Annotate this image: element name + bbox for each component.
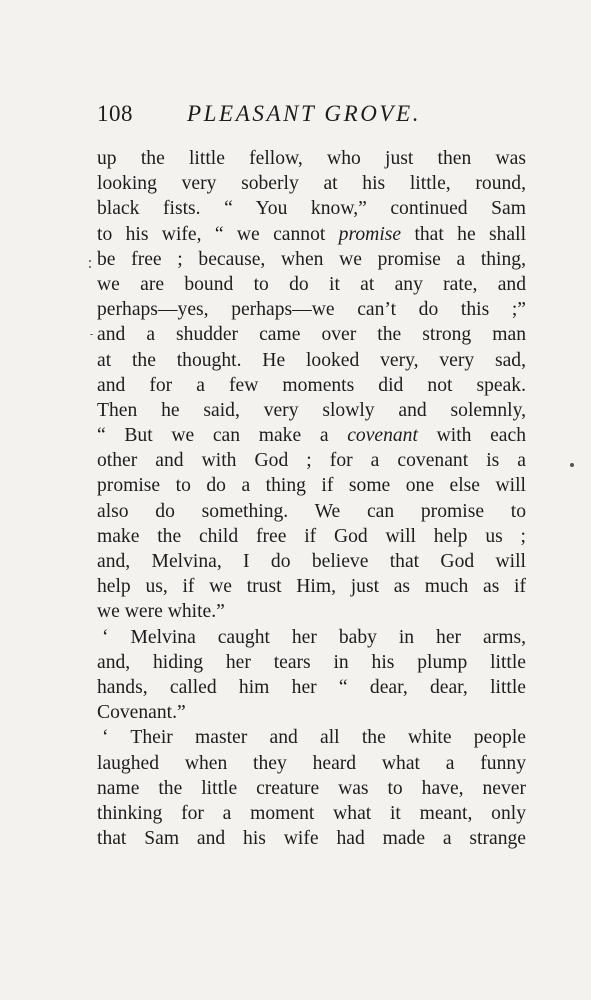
- text-line: [97, 524, 526, 549]
- text-segment: we are bound to do it at any rate, and: [97, 273, 526, 295]
- text-line: [97, 322, 526, 347]
- text-line: [97, 473, 526, 498]
- text-segment: also do something. We can promise to: [97, 500, 526, 522]
- text-segment: laughed when they heard what a funny: [97, 752, 526, 774]
- text-segment: and, hiding her tears in his plump little: [97, 651, 526, 673]
- text-segment: thinking for a moment what it meant, only: [97, 802, 526, 824]
- text-line: [97, 348, 526, 373]
- text-segment: hands, called him her “ dear, dear, little: [97, 676, 526, 698]
- text-line: [97, 222, 526, 247]
- text-segment: to his wife, “ we cannot: [97, 223, 339, 245]
- text-segment: perhaps—yes, perhaps—we can’t do this ;”: [97, 299, 526, 321]
- text-line: [97, 599, 526, 624]
- text-line: [97, 373, 526, 398]
- text-segment: at the thought. He looked very, very sad,: [97, 349, 526, 371]
- text-segment: we were white.”: [97, 601, 225, 623]
- text-line: [97, 776, 526, 801]
- text-line: [97, 751, 526, 776]
- text-segment: that he shall: [401, 223, 527, 245]
- text-segment: promise to do a thing if some one else will: [97, 475, 526, 497]
- text-segment: and a shudder came over the strong man: [97, 324, 526, 346]
- ink-speck: [570, 463, 574, 467]
- text-line: [97, 650, 526, 675]
- text-line: [97, 826, 526, 851]
- ink-speck: [89, 260, 91, 262]
- text-segment: Covenant.”: [97, 702, 186, 724]
- text-segment: black fists. “ You know,” continued Sam: [97, 198, 526, 220]
- text-line: [97, 549, 526, 574]
- text-segment: name the little creature was to have, never: [97, 777, 526, 799]
- text-segment: ‘ Melvina caught her baby in her arms,: [102, 626, 526, 648]
- text-line: [97, 423, 526, 448]
- italic-word: promise: [338, 223, 402, 245]
- text-segment: and for a few moments did not speak.: [97, 374, 526, 396]
- text-line: [97, 247, 526, 272]
- text-segment: help us, if we trust Him, just as much as if: [97, 576, 526, 598]
- ink-speck: [89, 266, 91, 268]
- text-line: [97, 625, 526, 650]
- text-segment: with each: [417, 425, 526, 447]
- page-header: [97, 96, 527, 132]
- text-segment: “ But we can make a: [97, 425, 348, 447]
- text-line: [97, 725, 526, 750]
- text-line: [97, 675, 526, 700]
- text-line: [97, 196, 526, 221]
- text-line: [97, 146, 526, 171]
- ink-speck: [90, 334, 93, 335]
- text-line: [97, 574, 526, 599]
- text-line: [97, 700, 526, 725]
- text-line: [97, 499, 526, 524]
- text-segment: ‘ Their master and all the white people: [102, 727, 526, 749]
- page-number: 108: [97, 101, 133, 126]
- text-line: [97, 297, 526, 322]
- text-segment: make the child free if God will help us ;: [97, 525, 526, 547]
- text-line: [97, 448, 526, 473]
- text-segment: up the little fellow, who just then was: [97, 148, 526, 169]
- text-line: [97, 398, 526, 423]
- text-line: [97, 171, 526, 196]
- text-segment: be free ; because, when we promise a thing,: [97, 248, 526, 270]
- text-segment: and, Melvina, I do believe that God will: [97, 551, 526, 572]
- running-title: PLEASANT GROVE.: [187, 101, 422, 126]
- text-line: [97, 272, 526, 297]
- text-segment: other and with God ; for a covenant is a: [97, 450, 526, 472]
- text-segment: looking very soberly at his little, round,: [97, 173, 526, 195]
- italic-word: covenant: [347, 425, 418, 447]
- text-line: [97, 801, 526, 826]
- body-text: [97, 146, 526, 851]
- text-segment: that Sam and his wife had made a strange: [97, 828, 526, 850]
- text-segment: Then he said, very slowly and solemnly,: [97, 399, 526, 421]
